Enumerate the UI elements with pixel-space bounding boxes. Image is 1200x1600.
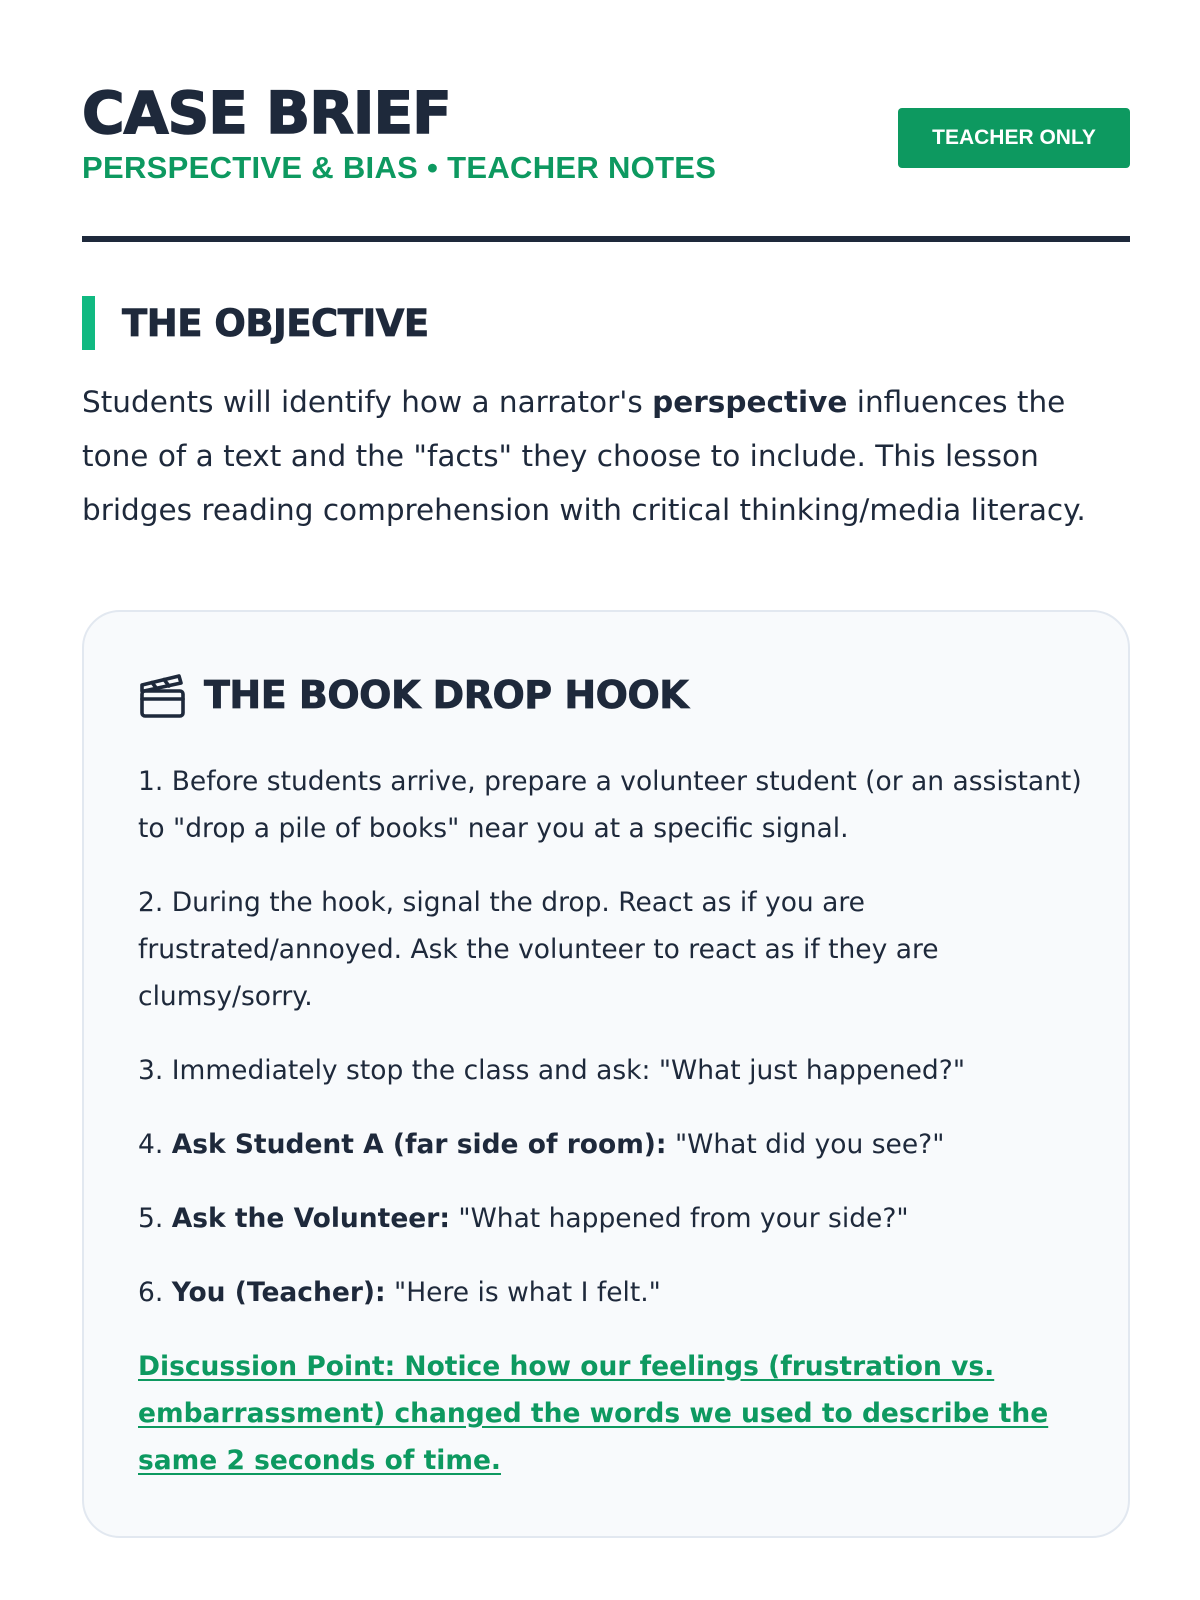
step-lead: Ask the Volunteer: — [171, 1203, 450, 1234]
step-quote: "Here is what I felt." — [385, 1277, 661, 1308]
teacher-only-badge: TEACHER ONLY — [898, 108, 1130, 168]
hook-step-6 — [138, 1269, 1088, 1316]
hook-step-5 — [138, 1195, 1088, 1242]
objective-heading — [82, 296, 429, 350]
page-subtitle: PERSPECTIVE & BIAS • TEACHER NOTES — [82, 150, 717, 185]
accent-bar — [82, 296, 95, 350]
book-drop-hook-card — [82, 610, 1130, 1538]
step-lead: Ask Student A (far side of room): — [171, 1129, 667, 1160]
objective-text-bold: perspective — [652, 385, 848, 419]
step-quote: "What happened from your side?" — [449, 1203, 909, 1234]
step-number: 5. — [138, 1203, 172, 1234]
hook-heading — [138, 670, 688, 720]
discussion-point: Discussion Point: Notice how our feelings (frustration vs. embarrassment) changed the words we used to describe the same 2 seconds of time. — [138, 1351, 1049, 1476]
hook-title: THE BOOK DROP HOOK — [204, 673, 689, 717]
objective-title: THE OBJECTIVE — [122, 301, 429, 345]
header — [82, 0, 1130, 244]
step-lead: You (Teacher): — [171, 1277, 386, 1308]
header-divider — [82, 236, 1130, 242]
step-number: 6. — [138, 1277, 172, 1308]
clapperboard-icon — [138, 670, 188, 720]
step-number: 4. — [138, 1129, 172, 1160]
objective-text-start: Students will identify how a narrator's — [82, 385, 653, 419]
step-quote: "What did you see?" — [666, 1129, 945, 1160]
document-page — [82, 0, 1130, 1476]
objective-text-end: influences the tone of a text and the "facts" they choose to include. This lesson bridges reading comprehension with critical thinking/media literacy. — [82, 385, 1086, 527]
hook-step-3: 3. Immediately stop the class and ask: "What just happened?" — [138, 1055, 966, 1086]
hook-steps — [138, 758, 1088, 1484]
hook-step-1: 1. Before students arrive, prepare a volunteer student (or an assistant) to "drop a pile of books" near you at a specific signal. — [138, 766, 1082, 844]
hook-step-2: 2. During the hook, signal the drop. React as if you are frustrated/annoyed. Ask the volunteer to react as if they are clumsy/sorry. — [138, 887, 939, 1012]
objective-text — [82, 375, 1130, 537]
page-title: CASE BRIEF — [82, 79, 451, 147]
hook-step-4 — [138, 1121, 1088, 1168]
